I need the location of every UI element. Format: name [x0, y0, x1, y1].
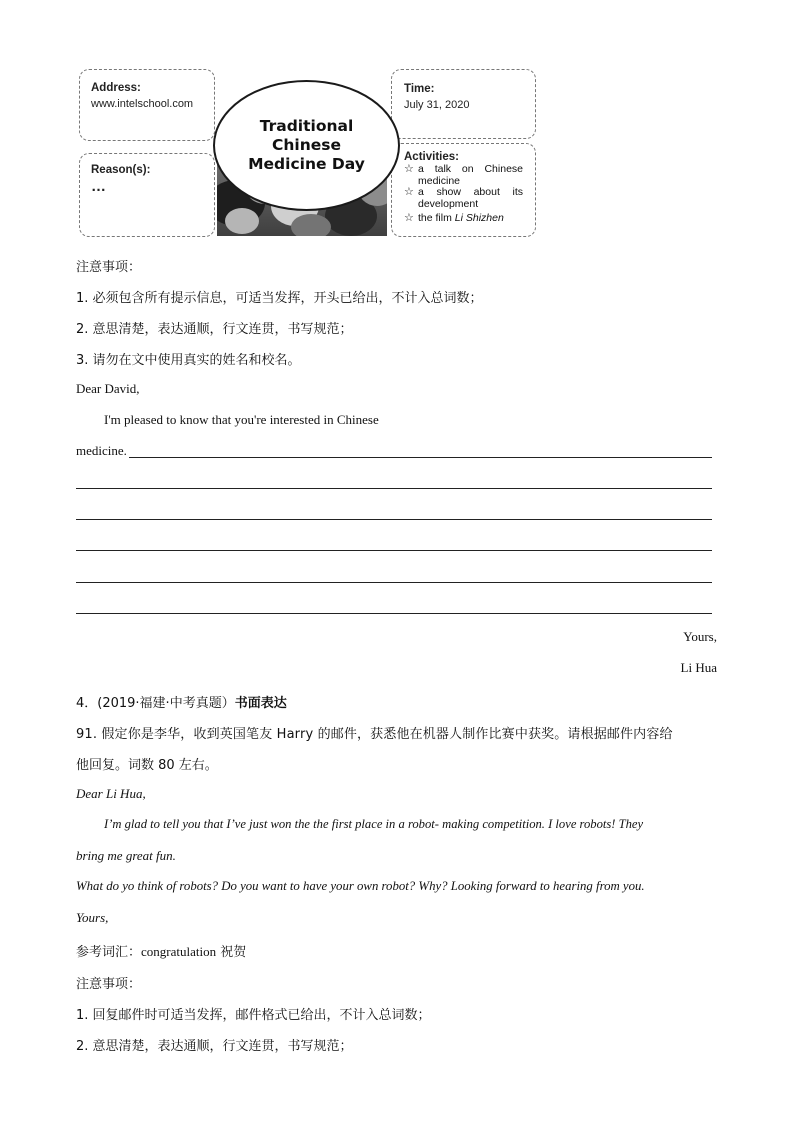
star-icon: ☆: [404, 212, 414, 224]
question-type: 书面表达: [234, 696, 287, 711]
vocab-label: 参考词汇：: [76, 945, 142, 960]
poster-title: Traditional Chinese Medicine Day: [248, 117, 365, 173]
activity-text: a show about its development: [418, 186, 523, 210]
email-line: I’m glad to tell you that I’ve just won the the first place in a robot- making competition. I love robots! They: [104, 817, 644, 831]
note-item: 3. 请勿在文中使用真实的姓名和校名。: [76, 353, 301, 368]
writing-line[interactable]: [76, 582, 712, 583]
writing-line[interactable]: [76, 613, 712, 614]
star-icon: ☆: [404, 186, 414, 198]
email-line: What do yo think of robots? Do you want to have your own robot? Why? Looking forward to hearing from you.: [76, 879, 645, 893]
activity-item: [404, 187, 523, 210]
time-label: Time:: [404, 83, 435, 95]
reason-value: …: [91, 178, 106, 195]
activity-item: [404, 213, 523, 225]
writing-line[interactable]: [76, 519, 712, 520]
letter-signature: Li Hua: [680, 660, 717, 675]
activities-label: Activities:: [404, 151, 459, 163]
email-line: bring me great fun.: [76, 848, 176, 863]
question-header: [76, 692, 287, 711]
note-item: 1. 必须包含所有提示信息，可适当发挥，开头已给出，不计入总词数；: [76, 291, 483, 306]
writing-line[interactable]: [76, 488, 712, 489]
question-prefix: 4．(2019·福建·中考真题）: [76, 696, 235, 711]
address-value: www.intelschool.com: [91, 98, 194, 110]
poster-title-oval: [213, 80, 400, 211]
letter-opening: I'm pleased to know that you're interested in Chinese: [104, 412, 379, 427]
time-value: July 31, 2020: [404, 99, 470, 111]
notes-heading: 注意事项：: [76, 977, 142, 992]
activity-text: the film Li Shizhen: [418, 212, 504, 224]
vocab-word: congratulation: [141, 944, 217, 959]
note-item: 1. 回复邮件时可适当发挥，邮件格式已给出，不计入总词数；: [76, 1008, 431, 1023]
activity-text: a talk on Chinese medicine: [418, 163, 523, 187]
email-closing: Yours,: [76, 910, 109, 925]
activities-card: [391, 143, 536, 237]
note-item: 2. 意思清楚，表达通顺，行文连贯，书写规范；: [76, 1039, 353, 1054]
vocab-meaning: 祝贺: [220, 945, 247, 960]
vocab-line: [76, 941, 246, 960]
email-salutation: Dear Li Hua,: [76, 786, 146, 801]
film-title: Li Shizhen: [454, 212, 504, 224]
activity-item: [404, 164, 523, 187]
reason-card: [79, 153, 215, 237]
star-icon: ☆: [404, 163, 414, 175]
notes-heading: 注意事项：: [76, 260, 142, 275]
letter-line-start: medicine.: [76, 443, 127, 458]
letter-salutation: Dear David,: [76, 381, 140, 396]
writing-line[interactable]: [76, 550, 712, 551]
writing-line[interactable]: [129, 457, 712, 458]
note-item: 2. 意思清楚，表达通顺，行文连贯，书写规范；: [76, 322, 353, 337]
question-prompt: 91. 假定你是李华，收到英国笔友 Harry 的邮件，获悉他在机器人制作比赛中获奖。请根据邮件内容给: [76, 727, 673, 742]
address-card: [79, 69, 215, 141]
time-card: [391, 69, 536, 139]
reason-label: Reason(s):: [91, 164, 151, 176]
letter-closing: Yours,: [683, 629, 717, 644]
address-label: Address:: [91, 82, 141, 94]
question-prompt: 他回复。词数 80 左右。: [76, 758, 218, 773]
medicine-day-poster: [76, 67, 538, 239]
